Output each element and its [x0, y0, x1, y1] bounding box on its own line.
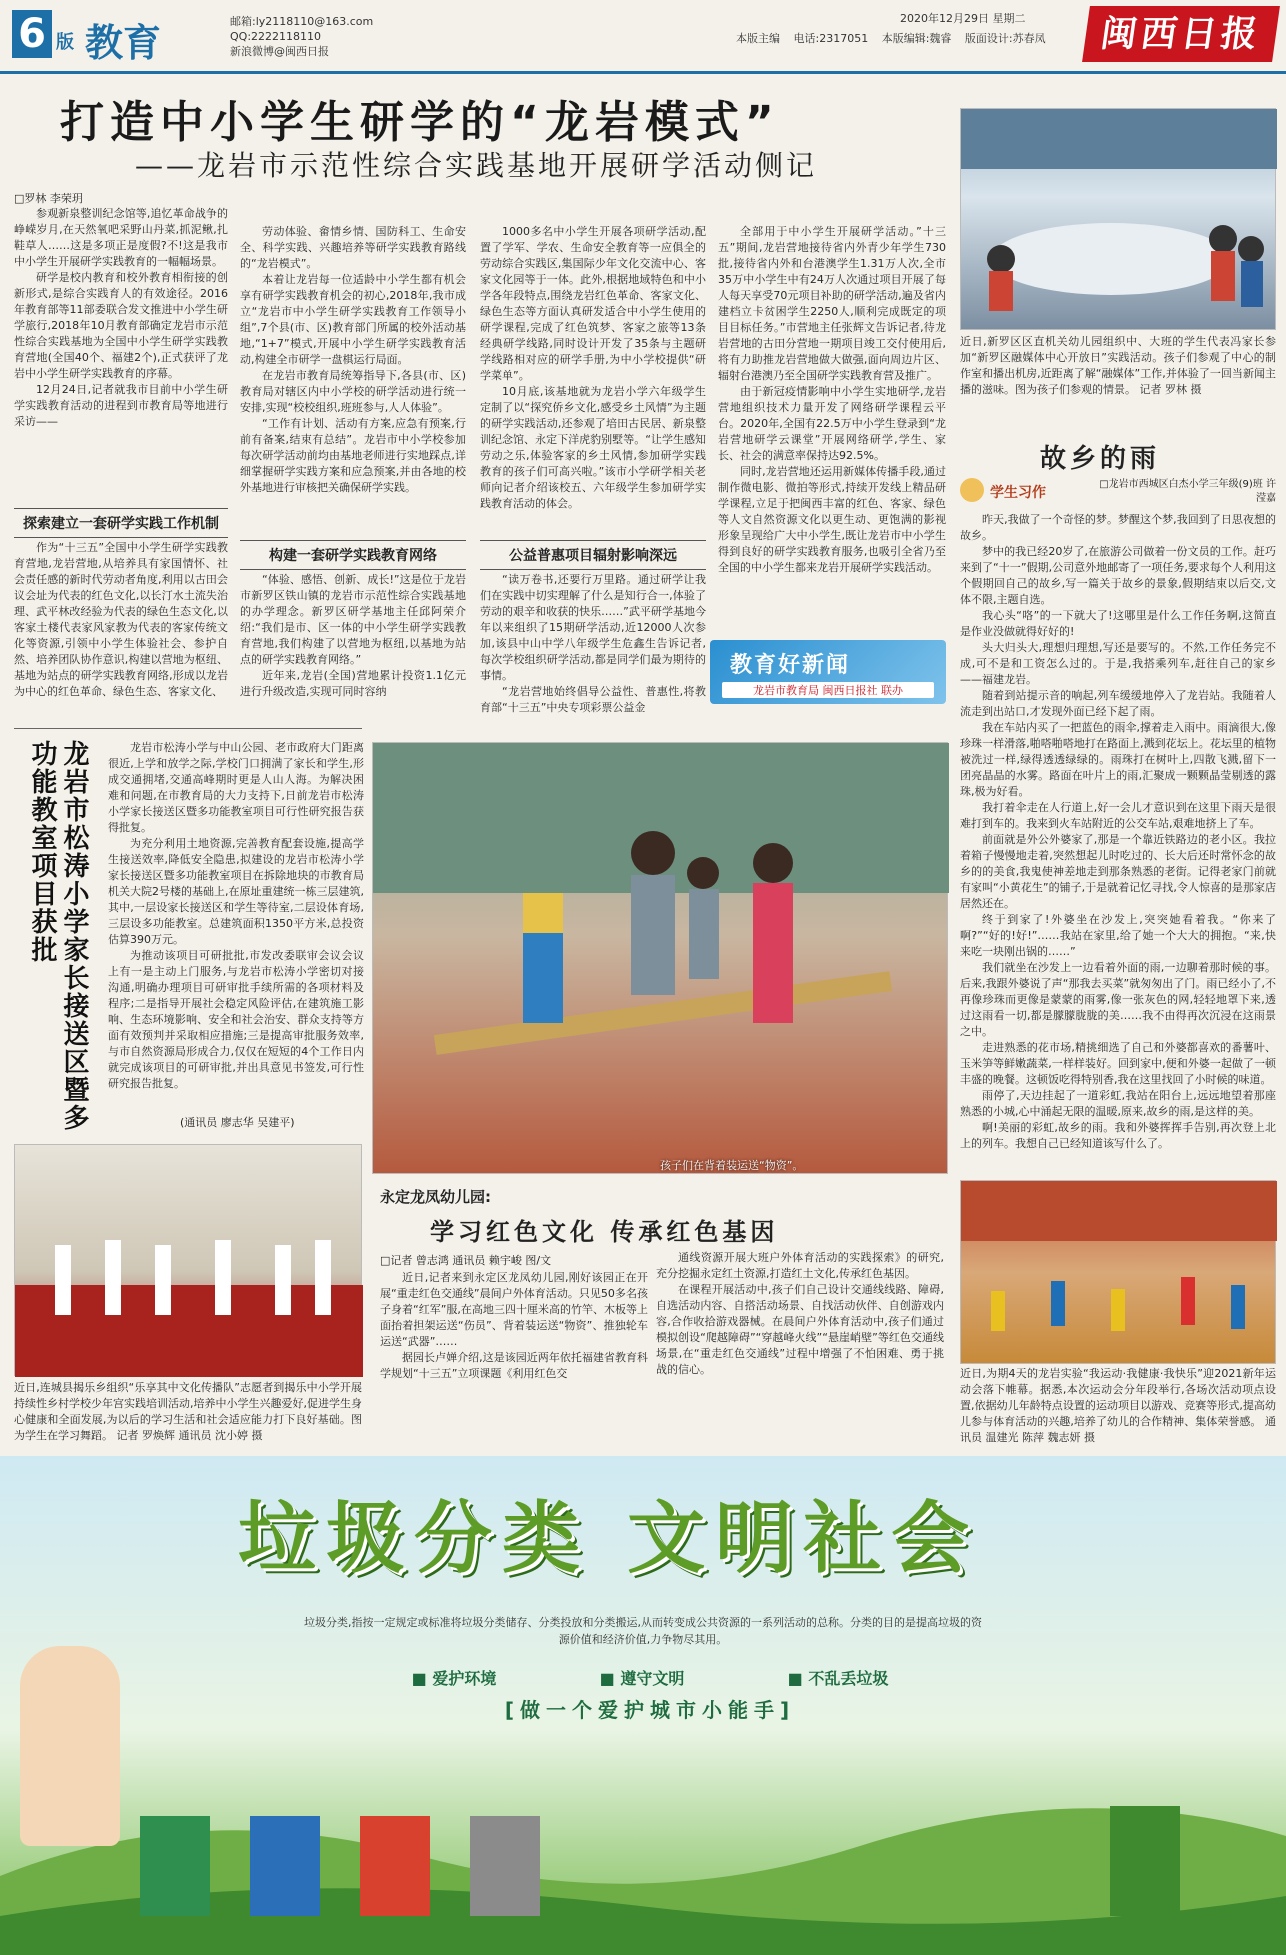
lead-subtitle: ——龙岩市示范性综合实践基地开展研学活动侧记 [135, 149, 818, 182]
subhead-c: 公益普惠项目辐射影响深远 [480, 540, 706, 570]
songtao-title: 龙岩市松涛小学家长接送区暨多功能教室项目获批 [27, 740, 89, 1132]
paragraph: 为充分利用土地资源,完善教育配套设施,提高学生接送效率,降低安全隐患,拟建设的龙岩市松涛小学家长接送区暨多功能教室项目在拆除地块的市教育局机关大院2号楼的基础上,在原址重建统一栋三层建筑,其中,一层设家长接送区和学生等待室,二层设体育场,三层设多功能教室。总建筑面积1350平方米,总投资估算390万元。 [108, 837, 364, 946]
paragraph: 为推动该项目可研批批,市发改委联审会议会议上有一是主动上门服务,与龙岩市松涛小学密切对接沟通,明确办理项目可研审批手续所需的各项材料及程序;二是指导开展社会稳定风险评估,在建筑施工影响、生态环境影响、安全和社会治安、群众支持等方面有效预判并采取相应措施;三是提高审批服务效率,与市自然资源局形成合力,仅仅在短短的4个工作日内就完成该项目的可研审批,并出具意见书签发,可行性研究报告批复。 [108, 949, 364, 1090]
paragraph: 走进熟悉的花市场,精挑细选了自己和外婆都喜欢的番薯叶、玉米笋等鲜嫩蔬菜,一样样装好。回到家中,便和外婆一起做了一顿丰盛的晚餐。这顿饭吃得特别香,我在这里找回了小时候的味道。 [960, 1041, 1276, 1086]
square-bullet-icon: ■ [787, 1669, 809, 1688]
kinder-title: 学习红色文化 传承红色基因 [430, 1218, 779, 1246]
photo-sports [960, 1180, 1276, 1364]
section-name: 教育 [85, 21, 162, 65]
paragraph: “体验、感悟、创新、成长!”这是位于龙岩市新罗区铁山镇的龙岩市示范性综合实践基地的办学理念。新罗区研学基地主任邱阿荣介绍:“我们是市、区一体的中小学生研学实践教育营地,我们构建了以营地为枢纽,以基地为站点的研学实践教育网络。” [240, 573, 466, 666]
paragraph: 在龙岩市教育局统筹指导下,各县(市、区)教育局对辖区内中小学校的研学活动进行统一安排,实现“校校组织,班班参与,人人体验”。 [240, 369, 466, 414]
photo-illustration [961, 109, 1277, 331]
banner-title: 教育好新闻 [730, 653, 851, 678]
lead-col-3 [480, 224, 706, 536]
paragraph: 1000多名中小学生开展各项研学活动,配置了学军、学农、生命安全教育等一应俱全的劳动综合实践区,集国际少年文化交流中心、客家文化园等于一体。此外,根据地域特色和中小学各年段特点,围绕龙岩红色革命、客家文化、绿色生态等方面认真研发适合中小学生使用的研学课程,完成了红色筑梦、客家之旅等13条经典研学线路,同时设计开发了35条与主题研学线路相对应的研学手册,为中小学校提供“研学菜单”。 [480, 225, 706, 382]
rain-school: □龙岩市西城区白杰小学三年级(9)班 许滢嘉 [1099, 479, 1276, 504]
photo-media-center [960, 108, 1276, 330]
paragraph: 在课程开展活动中,孩子们自己设计交通线线路、障碍,自选活动内容、自搭活动场景、自找活动伙伴、自创游戏内容,合作收拾游戏器械。在晨间户外体育活动中,孩子们通过模拟创设“爬越障碍”“穿越峰火线”“悬崖峭壁”等红色交通线场景,在“重走红色交通线”过程中增强了不怕困难、勇于挑战的信心。 [656, 1283, 944, 1376]
subhead-a: 探索建立一套研学实践工作机制 [14, 508, 228, 538]
paragraph: 我在车站内买了一把蓝色的雨伞,撑着走入雨中。雨滴很大,像珍珠一样滑落,啪嗒啪嗒地打在路面上,溅到花坛上。花坛里的植物被洗过一样,绿得透透绿绿的。雨珠打在树叶上,四散飞溅,留下一团亮晶晶的水雾。路面在叶片上的雨,汇聚成一颗颗晶莹剔透的露珠,极为好看。 [960, 721, 1276, 798]
photo-illustration [961, 1181, 1277, 1365]
photo-red-culture [372, 742, 948, 1174]
divider [14, 728, 362, 729]
date: 2020年12月29日 星期二 [900, 12, 1026, 25]
rain-tag: 学生习作 [990, 485, 1046, 501]
ad-item [412, 1666, 497, 1689]
ad-item-label: 爱护环境 [432, 1669, 497, 1688]
paragraph: 雨停了,天边挂起了一道彩虹,我站在阳台上,远远地望着那座熟悉的小城,心中涌起无限的温暖,原来,故乡的雨,是这样的美。 [960, 1089, 1276, 1118]
paragraph: 啊!美丽的彩虹,故乡的雨。我和外婆挥挥手告别,再次登上北上的列车。我想自己已经知道该写什么了。 [960, 1121, 1276, 1150]
qq: QQ:2222118110 [230, 30, 322, 43]
edu-news-banner [710, 640, 946, 704]
lead-col-4 [718, 224, 946, 632]
photo-illustration [15, 1145, 363, 1377]
ad-items [360, 1666, 940, 1689]
paragraph: 由于新冠疫情影响中小学生实地研学,龙岩营地组织技术力量开发了网络研学课程云平台。2020年,全国有22.5万中小学生登录到“龙岩营地研学云课堂”开展网络研学,学生、家长、社会的满意率保持达92.5%。 [718, 385, 946, 462]
lead-col-2b [240, 572, 466, 698]
paragraph: 终于到家了!外婆坐在沙发上,突突她看着我。“你来了啊?”“好的!好!”……我站在家里,给了她一个大大的拥抱。“来,快来吃一块刚出锅的……” [960, 913, 1276, 958]
rain-title: 故乡的雨 [1040, 444, 1161, 474]
caption-sports: 近日,为期4天的龙岩实验“我运动·我健康·我快乐”迎2021新年运动会落下帷幕。据悉,本次运动会分年段举行,各场次活动项点设置,依据幼儿年龄特点设置的运动项目以游戏、竞赛等形式,提高幼儿参与体育活动的兴趣,培养了幼儿的合作精神、集体荣誉感。 通讯员 温建光 陈萍 魏志妍 摄 [960, 1367, 1276, 1444]
paragraph: 通线资源开展大班户外体育活动的实践探索》的研究,充分挖掘永定红土资源,打造红土文化,传承红色基因。 [656, 1251, 944, 1280]
kinder-byline: □记者 曾志鸿 通讯员 赖宇峻 图/文 [380, 1254, 552, 1267]
page-number: 6 [12, 10, 52, 58]
ad-item [788, 1666, 889, 1689]
lead-byline: □罗林 李荣玥 [14, 192, 83, 205]
paragraph: 10月底,该基地就为龙岩小学六年级学生定制了以“探究侨乡文化,感受乡土风情”为主题的研学实践活动,还参观了培田古民居、新泉整训纪念馆、永定下洋虎豹别墅等。“让学生感知劳动之乐,体验客家的乡土风情,参加研学实践教育的孩子们可高兴啦。”该市小学研学相关老师向记者介绍该校五、六年级学生参加研学实践教育活动的体会。 [480, 385, 706, 510]
kinder-col-2 [656, 1250, 944, 1446]
ad-description: 垃圾分类,指按一定规定或标准将垃圾分类储存、分类投放和分类搬运,从而转变成公共资源的一系列活动的总称。分类的目的是提高垃圾的资源价值和经济价值,力争物尽其用。 [304, 1616, 982, 1646]
paragraph: 据园长卢婵介绍,这是该园近两年依托福建省教育科学规划“十三五”立项课题《利用红色交 [380, 1351, 648, 1380]
songtao-byline: (通讯员 廖志华 吴建平) [180, 1116, 295, 1129]
paragraph: 近年来,龙岩(全国)营地累计投资1.1亿元进行升级改造,实现可同时容纳 [240, 669, 466, 698]
caption-red-culture: 孩子们在背着装运送“物资”。 [660, 1159, 804, 1172]
ad-item-label: 遵守文明 [620, 1669, 685, 1688]
paragraph: 研学是校内教育和校外教育相衔接的创新形式,是综合实践育人的有效途径。2016年教育部等11部委联合发文推进中小学生研学旅行,2018年10月教育部确定龙岩市示范性综合实践基地为全国中小学生研学实践教育营地(全国40个、福建2个),正式获评了龙岩中小学生研学实践教育的序幕。 [14, 271, 228, 380]
paragraph: 我心头“咯”的一下就大了!这哪里是什么工作任务啊,这简直是作业没做就得好好的! [960, 609, 1276, 638]
square-bullet-icon: ■ [411, 1669, 433, 1688]
paragraph: 梦中的我已经20岁了,在旅游公司做着一份文员的工作。赶巧来到了“十一”假期,公司意外地邮寄了一项任务,要求每个人利用这个假期回自己的故乡,写一篇关于故乡的景象,假期结束以后交,文体不限,主题自选。 [960, 545, 1276, 606]
ad-landscape [0, 1756, 1286, 1955]
paragraph: 本着让龙岩每一位适龄中小学生都有机会享有研学实践教育机会的初心,2018年,我市成立“龙岩市中小学生研学实践教育工作领导小组”,7个县(市、区)教育部门所属的校外活动基地,“1+7”模式,开展中小学生研学实践教育活动,构建全市研学一盘棋运行局面。 [240, 273, 466, 366]
paragraph: 昨天,我做了一个奇怪的梦。梦醒这个梦,我回到了日思夜想的故乡。 [960, 513, 1276, 542]
email: 邮箱:ly2118110@163.com [230, 15, 374, 28]
paragraph: 同时,龙岩营地还运用新媒体传播手段,通过制作微电影、微拍等形式,持续开发线上精品研学课程,立足于把闽西丰富的红色、客家、绿色等人文自然资源文化以更生动、更饱满的影视形象呈现给广大中小学生,既让龙岩市中小学生得到良好的研学实践教育服务,也吸引全省乃至全国的中小学生都来龙岩开展研学实践活动。 [718, 465, 946, 574]
lead-col-2 [240, 224, 466, 536]
girl-illustration [20, 1646, 120, 1846]
paragraph: 12月24日,记者就我市目前中小学生研学实践教育活动的进程到市教育局等地进行采访—— [14, 383, 228, 428]
lead-col-1b [14, 540, 228, 698]
paragraph: 头大归头大,理想归理想,写还是要写的。不然,工作任务完不成,可不是和工资怎么过的。于是,我搭乘列车,赶往自己的家乡——福建龙岩。 [960, 641, 1276, 686]
ad-item [600, 1666, 685, 1689]
lead-col-1 [14, 206, 228, 502]
paragraph: 近日,记者来到永定区龙凤幼儿园,刚好该园正在开展“重走红色交通线”晨间户外体育活动。只见50多名孩子身着“红军”服,在高地三四十厘米高的竹竿、木板等上面抬着担架运送“伤员”、背着装运送“物资”、推独轮车运送“武器”…… [380, 1271, 648, 1348]
paragraph: 作为“十三五”全国中小学生研学实践教育营地,龙岩营地,从培养具有家国情怀、社会责任感的新时代劳动者角度,利用以古田会议会址为代表的红色文化,以长汀水土流失治理、武平林改经验为代表的绿色生态文化,以客家土楼代表家风家教为代表的客家传统文化等资源,引领中小学生体验社会、参护自然、培养团队协作意识,构建以营地为枢纽、基地为站点的研学实践教育网络,形成以龙岩为中心的红色革命、绿色生态、客家文化、 [14, 541, 228, 698]
ad-title: 垃圾分类 文明社会 [238, 1494, 980, 1584]
caption-media-center: 近日,新罗区区直机关幼儿园组织中、大班的学生代表冯家长参加“新罗区融媒体中心开放日”实践活动。孩子们参观了中心的制作室和播出机房,近距离了解“融媒体”工作,并体验了一回当新闻主播的滋味。图为孩子们参观的情景。 记者 罗林 摄 [960, 335, 1276, 396]
lead-col-3b [480, 572, 706, 714]
rain-body [960, 512, 1276, 1172]
page-suffix: 版 [56, 32, 74, 53]
photo-illustration [373, 743, 949, 1175]
banner-sub: 龙岩市教育局 闽西日报社 联办 [722, 682, 934, 698]
paragraph: 随着到站提示音的响起,列车缓缓地停入了龙岩站。我随着人流走到出站口,才发现外面已经下起了雨。 [960, 689, 1276, 718]
square-bullet-icon: ■ [599, 1669, 621, 1688]
weibo: 新浪微博@闽西日报 [230, 45, 329, 58]
student-icon [960, 478, 984, 502]
paragraph: 龙岩市松涛小学与中山公园、老市政府大门距离很近,上学和放学之际,学校门口拥满了家长和学生,形成交通拥堵,交通高峰期时更是人山人海。为解决困难和问题,在市教育局的大力支持下,日前龙岩市松涛小学家长接送区暨多功能教室项目可行性研究报告获得批复。 [108, 741, 364, 834]
paragraph: 我打着伞走在人行道上,好一会儿才意识到在这里下雨天是很难打到车的。我来到火车站附近的公交车站,艰难地挤上了车。 [960, 801, 1276, 830]
paragraph: 全部用于中小学生开展研学活动。”十三五”期间,龙岩营地接待省内外青少年学生730批,接待省内外和台港澳学生1.31万人次,全市35万中小学生中有24万人次通过项目开展了每人每天享受70元项目补助的研学活动,遍及省内建档立卡贫困学生2250人,顺利完成既定的项目目标任务。”市营地主任张辉文告诉记者,待龙岩营地的古田分营地一期项目竣工交付使用后,将有力助推龙岩营地做大做强,面向周边片区、辐射台港澳乃至全国研学实践教育营及推广。 [718, 225, 946, 382]
paragraph: “龙岩营地始终倡导公益性、普惠性,将教育部“十三五”中央专项彩票公益金 [480, 685, 706, 714]
paragraph: 我们就坐在沙发上一边看着外面的雨,一边聊着那时候的事。后来,我跟外婆说了声“那我去买菜”就匆匆出了门。雨已经小了,不再像珍珠而更像是蒙蒙的雨雾,像一张灰色的网,轻轻地罩下来,透过这雨看一切,都是朦朦胧胧的美……我不由得再次沉浸在这雨景之中。 [960, 961, 1276, 1038]
paragraph: “工作有计划、活动有方案,应急有预案,行前有备案,结束有总结”。龙岩市中小学校参加每次研学活动前均由基地老师进行实地踩点,详细掌握研学实践方案和应急预案,并由各地的校外基地进行审核把关确保研学实践。 [240, 417, 466, 494]
kinder-col-1 [380, 1270, 648, 1444]
songtao-body [108, 740, 364, 1112]
paragraph: 前面就是外公外婆家了,那是一个靠近铁路边的老小区。我拉着箱子慢慢地走着,突然想起儿时吃过的、长大后还时常怀念的故乡的的美食,我鬼使神差地走到那条熟悉的老街。记得老家门前就有家叫“小黄花生”的铺子,于是就着记忆寻找,令人惊喜的是那家店居然还在。 [960, 833, 1276, 910]
lead-title: 打造中小学生研学的“龙岩模式” [60, 97, 780, 148]
editor-credits: 本版主编 电话:2317051 本版编辑:魏睿 版面设计:苏春凤 [736, 32, 1046, 45]
paragraph: 参观新泉整训纪念馆等,追忆革命战争的峥嵘岁月,在天然氧吧采野山丹菜,抓泥鳅,扎鞋草人……这是多项正是度假?不!这是我市中小学生开展研学实践教育的一幅幅场景。 [14, 207, 228, 268]
caption-dance: 近日,连城县揭乐乡组织“乐享其中文化传播队”志愿者到揭乐中小学开展持续性乡村学校少年宫实践培训活动,培养中小学生兴趣爱好,促进学生身心健康和全面发展,为以后的学习生活和社会适应能力打下良好基础。图为学生在学习舞蹈。 记者 罗焕辉 通讯员 沈小婷 摄 [14, 1381, 362, 1442]
paragraph: 劳动体验、畲情乡情、国防科工、生命安全、科学实践、兴趣培养等研学实践教育路线的“龙岩模式”。 [240, 225, 466, 270]
ad-item-label: 不乱丢垃圾 [808, 1669, 889, 1688]
paragraph: “读万卷书,还要行万里路。通过研学让我们在实践中切实理解了什么是知行合一,体验了劳动的艰辛和收获的快乐……”武平研学基地今年以来组织了15期研学活动,近12000人次参加,该县中山中学八年级学生危鑫生告诉记者,每次学校组织研学活动,都是同学们最为期待的事情。 [480, 573, 706, 682]
subhead-b: 构建一套研学实践教育网络 [240, 540, 466, 570]
ad-slogan: [做一个爱护城市小能手] [504, 1698, 796, 1722]
kinder-kicker: 永定龙凤幼儿园: [380, 1188, 491, 1206]
newspaper-logo: 闽西日报 [1082, 6, 1280, 62]
contact-info [230, 14, 373, 59]
photo-dance [14, 1144, 362, 1376]
